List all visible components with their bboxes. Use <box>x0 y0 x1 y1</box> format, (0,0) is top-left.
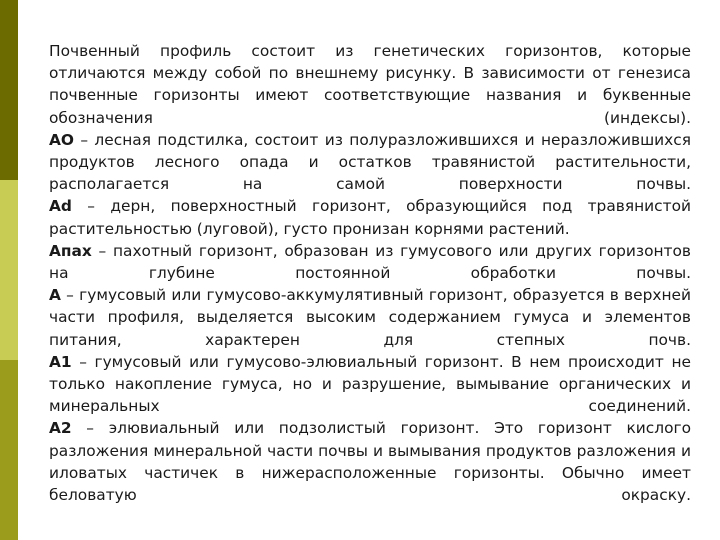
decorative-sidebar <box>0 0 18 540</box>
horizon-ad-description: – дерн, поверхностный горизонт, образующийся под травянистой растительностью (луговой), густо пронизан корнями растений. <box>49 197 691 238</box>
sidebar-stripe-bottom <box>0 360 18 540</box>
slide-text-content <box>49 40 691 506</box>
horizon-a-index: А <box>49 286 61 305</box>
horizon-a-paragraph <box>49 284 691 351</box>
horizon-a1-index: А1 <box>49 352 72 371</box>
horizon-apah-index: Апах <box>49 241 92 260</box>
horizon-a1-paragraph <box>49 351 691 418</box>
horizon-a2-paragraph <box>49 417 691 506</box>
intro-text: Почвенный профиль состоит из генетических горизонтов, которые отличаются между собой по внешнему рисунку. В зависимости от генезиса почвенные горизонты имеют соответствующие названия и буквенные обозначения (индексы). <box>49 42 691 127</box>
sidebar-stripe-middle <box>0 180 18 360</box>
sidebar-stripe-top <box>0 0 18 180</box>
horizon-ao-index: АО <box>49 130 74 149</box>
intro-paragraph <box>49 40 691 129</box>
horizon-ad-index: Ad <box>49 197 72 216</box>
horizon-ad-paragraph <box>49 195 691 239</box>
horizon-apah-paragraph <box>49 240 691 284</box>
horizon-a-description: – гумусовый или гумусово-аккумулятивный горизонт, образуется в верхней части профиля, выделяется высоким содержанием гумуса и элементов питания, характерен для степных почв. <box>49 286 691 349</box>
horizon-apah-description: – пахотный горизонт, образован из гумусового или других горизонтов на глубине постоянной обработки почвы. <box>49 241 691 283</box>
horizon-a1-description: – гумусовый или гумусово-элювиальный горизонт. В нем происходит не только накопление гумуса, но и разрушение, вымывание органических и минеральных соединений. <box>49 352 691 416</box>
horizon-ao-description: – лесная подстилка, состоит из полуразложившихся и неразложившихся продуктов лесного опада и остатков травянистой растительности, располагается на самой поверхности почвы. <box>49 130 691 194</box>
horizon-a2-index: А2 <box>49 419 72 438</box>
horizon-a2-description: – элювиальный или подзолистый горизонт. Это горизонт кислого разложения минеральной части почвы и вымывания продуктов разложения и иловатых частичек в нижерасположенные горизонты. Обычно имеет беловатую окраску. <box>49 419 691 505</box>
horizon-ao-paragraph <box>49 129 691 196</box>
